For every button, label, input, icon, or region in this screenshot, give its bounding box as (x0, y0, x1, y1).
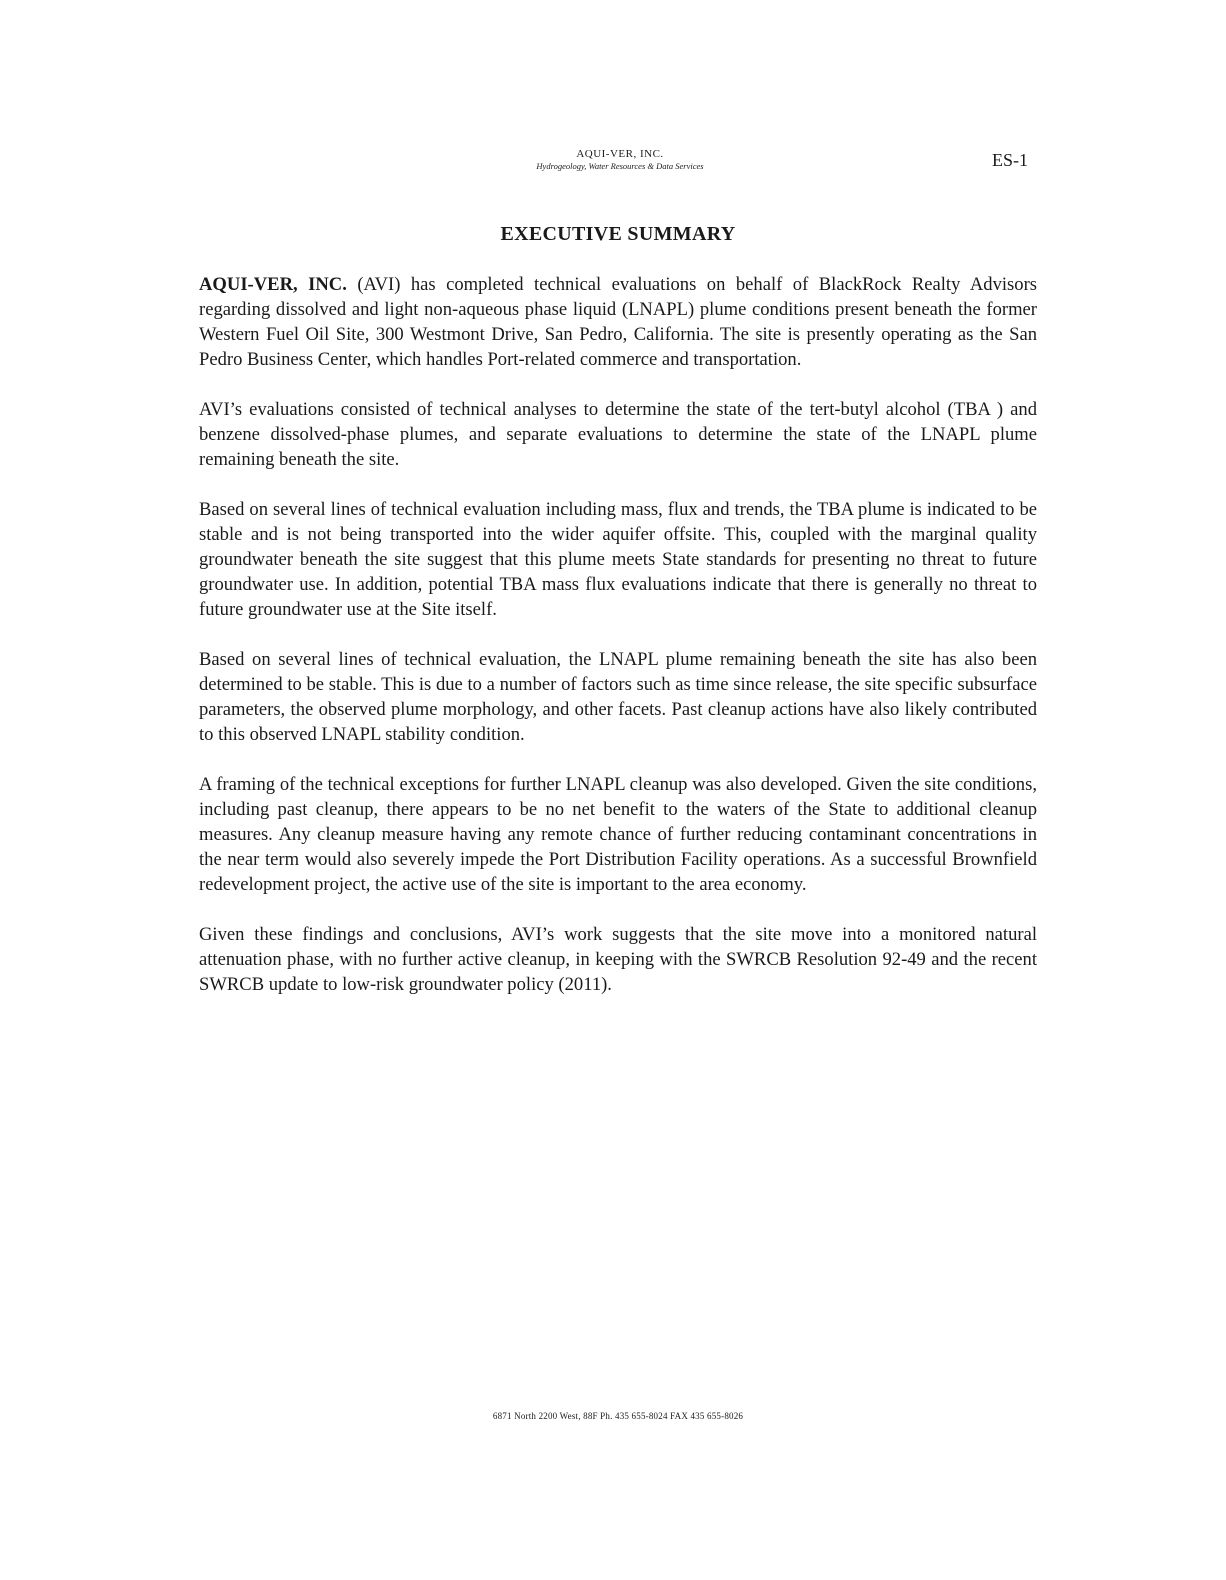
letterhead (430, 148, 810, 172)
company-name: AQUI-VER, INC. (576, 148, 664, 160)
document-title: EXECUTIVE SUMMARY (500, 223, 736, 245)
company-tagline: Hydrogeology, Water Resources & Data Services (536, 161, 704, 171)
paragraph-cleanup-exceptions: A framing of the technical exceptions for further LNAPL cleanup was also developed. Given the site conditions, including past cleanup, there appears to be no net benefit to the waters of the State to additional cleanup measures. Any cleanup measure having any remote chance of further reducing contaminant concentrations in the near term would also severely impede the Port Distribution Facility operations. As a successful Brownfield redevelopment project, the active use of the site is important to the area economy. (199, 774, 1037, 895)
paragraph-intro-lead: AQUI-VER, INC. (199, 274, 347, 295)
paragraph-evaluations: AVI’s evaluations consisted of technical analyses to determine the state of the tert-butyl alcohol (TBA ) and benzene dissolved-phase plumes, and separate evaluations to determine the state of the LNAPL plume remaining beneath the site. (199, 399, 1037, 470)
paragraph-intro-text: (AVI) has completed technical evaluations on behalf of BlackRock Realty Advisors regarding dissolved and light non-aqueous phase liquid (LNAPL) plume conditions present beneath the former Western Fuel Oil Site, 300 Westmont Drive, San Pedro, California. The site is presently operating as the San Pedro Business Center, which handles Port-related commerce and transportation. (199, 274, 1037, 370)
paragraph-intro (199, 272, 1037, 372)
footer-address: 6871 North 2200 West, 88F Ph. 435 655-8024 FAX 435 655-8026 (492, 1411, 744, 1421)
paragraph-lnapl-plume: Based on several lines of technical evaluation, the LNAPL plume remaining beneath the site has also been determined to be stable. This is due to a number of factors such as time since release, the site specific subsurface parameters, the observed plume morphology, and other facets. Past cleanup actions have also likely contributed to this observed LNAPL stability condition. (199, 649, 1037, 745)
paragraph-conclusion: Given these findings and conclusions, AVI’s work suggests that the site move into a monitored natural attenuation phase, with no further active cleanup, in keeping with the SWRCB Resolution 92-49 and the recent SWRCB update to low-risk groundwater policy (2011). (199, 924, 1037, 995)
paragraph-tba-plume: Based on several lines of technical evaluation including mass, flux and trends, the TBA plume is indicated to be stable and is not being transported into the wider aquifer offsite. This, coupled with the marginal quality groundwater beneath the site suggest that this plume meets State standards for presenting no threat to future groundwater use. In addition, potential TBA mass flux evaluations indicate that there is generally no threat to future groundwater use at the Site itself. (199, 499, 1037, 620)
page-number: ES-1 (992, 150, 1028, 170)
summary-body (199, 272, 1037, 1022)
